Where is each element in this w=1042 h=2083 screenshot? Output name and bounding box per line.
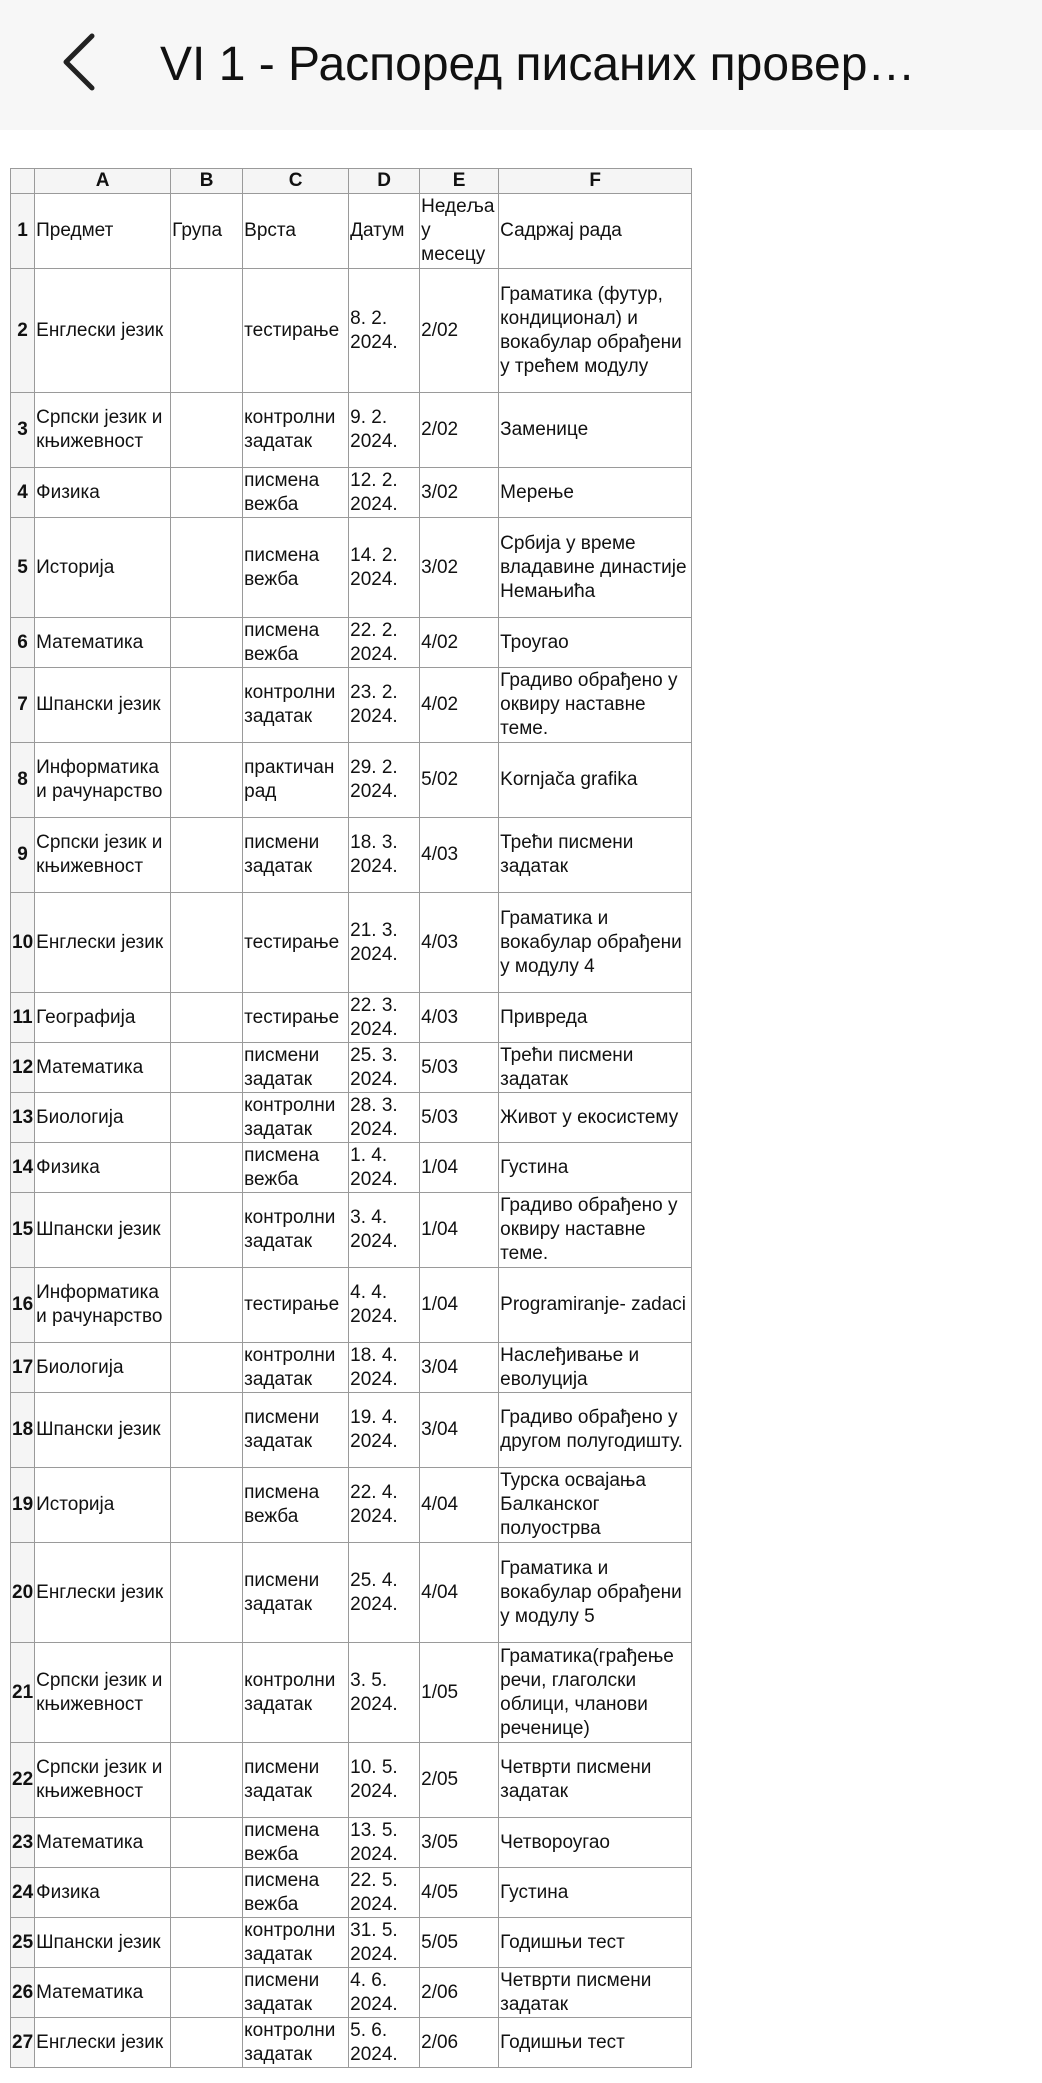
cell-group[interactable] <box>171 818 243 893</box>
row-header[interactable]: 17 <box>11 1343 35 1393</box>
back-button[interactable] <box>38 22 118 102</box>
cell-subject[interactable]: Биологија <box>35 1093 171 1143</box>
cell-date[interactable]: 25. 3. 2024. <box>349 1043 420 1093</box>
cell-content[interactable]: Наслеђивање и еволуција <box>499 1343 692 1393</box>
cell-subject[interactable]: Математика <box>35 618 171 668</box>
row-header[interactable]: 5 <box>11 518 35 618</box>
cell-type[interactable]: писмена вежба <box>243 468 349 518</box>
table-row <box>11 393 692 468</box>
cell-subject[interactable]: Физика <box>35 468 171 518</box>
cell-group[interactable] <box>171 1543 243 1643</box>
row-header[interactable]: 15 <box>11 1193 35 1268</box>
cell-type[interactable]: контролни задатак <box>243 1093 349 1143</box>
cell-content[interactable]: Заменице <box>499 393 692 468</box>
cell-group[interactable] <box>171 1343 243 1393</box>
cell-week[interactable]: 3/02 <box>420 518 499 618</box>
cell-week[interactable]: 4/02 <box>420 618 499 668</box>
row-header[interactable]: 14 <box>11 1143 35 1193</box>
cell-content[interactable]: Четвороугао <box>499 1818 692 1868</box>
cell-date[interactable]: 3. 4. 2024. <box>349 1193 420 1268</box>
cell-type[interactable]: контролни задатак <box>243 1918 349 1968</box>
cell-content[interactable]: Годишњи тест <box>499 1918 692 1968</box>
cell-subject[interactable]: Биологија <box>35 1343 171 1393</box>
cell-content[interactable]: Привреда <box>499 993 692 1043</box>
cell-date[interactable]: 18. 3. 2024. <box>349 818 420 893</box>
cell-week[interactable]: 3/02 <box>420 468 499 518</box>
cell-group[interactable] <box>171 1743 243 1818</box>
cell-week[interactable]: 2/02 <box>420 393 499 468</box>
cell-type[interactable]: писмена вежба <box>243 1143 349 1193</box>
cell-date[interactable]: 28. 3. 2024. <box>349 1093 420 1143</box>
cell-content[interactable]: Четврти писмени задатак <box>499 1968 692 2018</box>
cell-date[interactable]: 21. 3. 2024. <box>349 893 420 993</box>
cell-content[interactable]: Градиво обрађено у другом полугодишту. <box>499 1393 692 1468</box>
cell-group[interactable] <box>171 1268 243 1343</box>
row-header[interactable]: 1 <box>11 194 35 269</box>
row-header[interactable]: 3 <box>11 393 35 468</box>
cell-date[interactable]: 22. 3. 2024. <box>349 993 420 1043</box>
row-header[interactable]: 9 <box>11 818 35 893</box>
column-header-d[interactable]: D <box>349 169 420 194</box>
cell-date[interactable]: 23. 2. 2024. <box>349 668 420 743</box>
cell-type[interactable]: тестирање <box>243 893 349 993</box>
cell-group[interactable] <box>171 668 243 743</box>
cell-group[interactable] <box>171 518 243 618</box>
cell-type[interactable]: писмена вежба <box>243 1818 349 1868</box>
cell-type[interactable]: писмени задатак <box>243 1043 349 1093</box>
cell-content[interactable]: Густина <box>499 1868 692 1918</box>
cell-type[interactable]: контролни задатак <box>243 1343 349 1393</box>
table-row <box>11 1468 692 1543</box>
table-row <box>11 1043 692 1093</box>
cell-type[interactable]: писмени задатак <box>243 1968 349 2018</box>
cell-date[interactable]: 13. 5. 2024. <box>349 1818 420 1868</box>
cell-content[interactable]: Programiranje- zadaci <box>499 1268 692 1343</box>
cell-week[interactable]: 5/02 <box>420 743 499 818</box>
cell-subject[interactable]: Српски језик и књижевност <box>35 818 171 893</box>
table-row <box>11 893 692 993</box>
cell-type[interactable]: практичан рад <box>243 743 349 818</box>
cell-content[interactable]: Граматика и вокабулар обрађени у модулу 4 <box>499 893 692 993</box>
cell-type[interactable]: тестирање <box>243 269 349 393</box>
cell-type[interactable]: писмени задатак <box>243 818 349 893</box>
column-header-row <box>11 169 692 194</box>
column-header-a[interactable]: A <box>35 169 171 194</box>
cell-week[interactable]: 4/03 <box>420 818 499 893</box>
table-row <box>11 194 692 269</box>
row-header[interactable]: 19 <box>11 1468 35 1543</box>
cell-group[interactable] <box>171 1868 243 1918</box>
row-header[interactable]: 18 <box>11 1393 35 1468</box>
row-header[interactable]: 8 <box>11 743 35 818</box>
cell-date[interactable]: Датум <box>349 194 420 269</box>
cell-date[interactable]: 8. 2. 2024. <box>349 269 420 393</box>
table-row <box>11 1393 692 1468</box>
row-header[interactable]: 16 <box>11 1268 35 1343</box>
cell-group[interactable] <box>171 1193 243 1268</box>
cell-group[interactable] <box>171 1143 243 1193</box>
cell-group[interactable] <box>171 393 243 468</box>
app-header <box>0 0 1042 130</box>
cell-type[interactable]: писмена вежба <box>243 1868 349 1918</box>
cell-content[interactable]: Турска освајања Балканског полуострва <box>499 1468 692 1543</box>
column-header-f[interactable]: F <box>499 169 692 194</box>
row-header[interactable]: 10 <box>11 893 35 993</box>
table-row <box>11 1818 692 1868</box>
cell-week[interactable]: 4/04 <box>420 1468 499 1543</box>
cell-date[interactable]: 22. 4. 2024. <box>349 1468 420 1543</box>
cell-group[interactable] <box>171 468 243 518</box>
table-row <box>11 468 692 518</box>
cell-content[interactable]: Мерење <box>499 468 692 518</box>
cell-type[interactable]: писмена вежба <box>243 1468 349 1543</box>
cell-group[interactable]: Група <box>171 194 243 269</box>
cell-week[interactable]: 1/04 <box>420 1268 499 1343</box>
cell-content[interactable]: Градиво обрађено у оквиру наставне теме. <box>499 1193 692 1268</box>
cell-type[interactable]: контролни задатак <box>243 393 349 468</box>
cell-content[interactable]: Kornjača grafika <box>499 743 692 818</box>
cell-content[interactable]: Четврти писмени задатак <box>499 1743 692 1818</box>
cell-week[interactable]: 1/04 <box>420 1143 499 1193</box>
cell-group[interactable] <box>171 1968 243 2018</box>
cell-content[interactable]: Градиво обрађено у оквиру наставне теме. <box>499 668 692 743</box>
cell-subject[interactable]: Информатика и рачунарство <box>35 743 171 818</box>
cell-content[interactable]: Трећи писмени задатак <box>499 818 692 893</box>
row-header[interactable]: 7 <box>11 668 35 743</box>
row-header[interactable]: 24 <box>11 1868 35 1918</box>
cell-content[interactable]: Троугао <box>499 618 692 668</box>
row-header[interactable]: 23 <box>11 1818 35 1868</box>
cell-group[interactable] <box>171 1643 243 1743</box>
row-header[interactable]: 21 <box>11 1643 35 1743</box>
cell-date[interactable]: 18. 4. 2024. <box>349 1343 420 1393</box>
cell-date[interactable]: 10. 5. 2024. <box>349 1743 420 1818</box>
table-row <box>11 1268 692 1343</box>
cell-subject[interactable]: Енглески језик <box>35 2018 171 2068</box>
cell-week[interactable]: 1/04 <box>420 1193 499 1268</box>
cell-group[interactable] <box>171 993 243 1043</box>
cell-type[interactable]: тестирање <box>243 1268 349 1343</box>
cell-content[interactable]: Густина <box>499 1143 692 1193</box>
chevron-left-icon <box>58 30 98 94</box>
cell-subject[interactable]: Информатика и рачунарство <box>35 1268 171 1343</box>
cell-content[interactable]: Граматика(грађење речи, глаголски облици, чланови реченице) <box>499 1643 692 1743</box>
row-header[interactable]: 12 <box>11 1043 35 1093</box>
cell-week[interactable]: 5/03 <box>420 1093 499 1143</box>
row-header[interactable]: 22 <box>11 1743 35 1818</box>
cell-week[interactable]: 5/03 <box>420 1043 499 1093</box>
cell-group[interactable] <box>171 1818 243 1868</box>
cell-subject[interactable]: Енглески језик <box>35 269 171 393</box>
cell-week[interactable]: 3/04 <box>420 1343 499 1393</box>
cell-week[interactable]: 3/04 <box>420 1393 499 1468</box>
cell-subject[interactable]: Српски језик и књижевност <box>35 1743 171 1818</box>
cell-subject[interactable]: Физика <box>35 1868 171 1918</box>
cell-subject[interactable]: Шпански језик <box>35 1393 171 1468</box>
cell-week[interactable]: 2/02 <box>420 269 499 393</box>
row-header[interactable]: 2 <box>11 269 35 393</box>
cell-date[interactable]: 4. 4. 2024. <box>349 1268 420 1343</box>
cell-type[interactable]: контролни задатак <box>243 1193 349 1268</box>
cell-week[interactable]: Недеља у месецу <box>420 194 499 269</box>
cell-date[interactable]: 4. 6. 2024. <box>349 1968 420 2018</box>
cell-subject[interactable]: Енглески језик <box>35 1543 171 1643</box>
cell-subject[interactable]: Географија <box>35 993 171 1043</box>
table-row <box>11 1143 692 1193</box>
row-header[interactable]: 13 <box>11 1093 35 1143</box>
row-header[interactable]: 27 <box>11 2018 35 2068</box>
cell-group[interactable] <box>171 269 243 393</box>
cell-group[interactable] <box>171 1468 243 1543</box>
cell-date[interactable]: 25. 4. 2024. <box>349 1543 420 1643</box>
cell-subject[interactable]: Историја <box>35 518 171 618</box>
spreadsheet-table <box>10 168 692 2068</box>
cell-group[interactable] <box>171 618 243 668</box>
cell-type[interactable]: писмена вежба <box>243 518 349 618</box>
cell-subject[interactable]: Математика <box>35 1043 171 1093</box>
cell-subject[interactable]: Шпански језик <box>35 1193 171 1268</box>
cell-week[interactable]: 1/05 <box>420 1643 499 1743</box>
cell-content[interactable]: Садржај рада <box>499 194 692 269</box>
cell-week[interactable]: 2/06 <box>420 1968 499 2018</box>
cell-date[interactable]: 19. 4. 2024. <box>349 1393 420 1468</box>
cell-group[interactable] <box>171 743 243 818</box>
cell-subject[interactable]: Предмет <box>35 194 171 269</box>
cell-content[interactable]: Граматика (футур, кондиционал) и вокабулар обрађени у трећем модулу <box>499 269 692 393</box>
cell-date[interactable]: 3. 5. 2024. <box>349 1643 420 1743</box>
corner-cell[interactable] <box>11 169 35 194</box>
table-row <box>11 618 692 668</box>
cell-type[interactable]: писмена вежба <box>243 618 349 668</box>
cell-date[interactable]: 5. 6. 2024. <box>349 2018 420 2068</box>
cell-subject[interactable]: Шпански језик <box>35 1918 171 1968</box>
row-header[interactable]: 20 <box>11 1543 35 1643</box>
cell-subject[interactable]: Физика <box>35 1143 171 1193</box>
cell-content[interactable]: Граматика и вокабулар обрађени у модулу 5 <box>499 1543 692 1643</box>
cell-group[interactable] <box>171 1393 243 1468</box>
cell-subject[interactable]: Математика <box>35 1968 171 2018</box>
table-row <box>11 1093 692 1143</box>
cell-week[interactable]: 4/03 <box>420 993 499 1043</box>
cell-content[interactable]: Живот у екосистему <box>499 1093 692 1143</box>
cell-date[interactable]: 9. 2. 2024. <box>349 393 420 468</box>
table-row <box>11 1868 692 1918</box>
cell-date[interactable]: 1. 4. 2024. <box>349 1143 420 1193</box>
cell-week[interactable]: 2/05 <box>420 1743 499 1818</box>
cell-type[interactable]: писмени задатак <box>243 1743 349 1818</box>
table-row <box>11 993 692 1043</box>
cell-date[interactable]: 29. 2. 2024. <box>349 743 420 818</box>
cell-type[interactable]: контролни задатак <box>243 2018 349 2068</box>
row-header[interactable]: 25 <box>11 1918 35 1968</box>
cell-week[interactable]: 4/02 <box>420 668 499 743</box>
table-row <box>11 1743 692 1818</box>
cell-subject[interactable]: Енглески језик <box>35 893 171 993</box>
table-row <box>11 1193 692 1268</box>
row-header[interactable]: 4 <box>11 468 35 518</box>
cell-date[interactable]: 22. 2. 2024. <box>349 618 420 668</box>
cell-week[interactable]: 4/05 <box>420 1868 499 1918</box>
document-title: VI 1 - Распоред писаних провер… <box>160 38 916 91</box>
table-row <box>11 668 692 743</box>
cell-week[interactable]: 4/03 <box>420 893 499 993</box>
table-row <box>11 743 692 818</box>
cell-week[interactable]: 3/05 <box>420 1818 499 1868</box>
cell-subject[interactable]: Математика <box>35 1818 171 1868</box>
cell-type[interactable]: контролни задатак <box>243 1643 349 1743</box>
cell-week[interactable]: 4/04 <box>420 1543 499 1643</box>
cell-date[interactable]: 31. 5. 2024. <box>349 1918 420 1968</box>
cell-group[interactable] <box>171 1093 243 1143</box>
cell-type[interactable]: Врста <box>243 194 349 269</box>
cell-subject[interactable]: Историја <box>35 1468 171 1543</box>
table-row <box>11 1343 692 1393</box>
cell-content[interactable]: Годишњи тест <box>499 2018 692 2068</box>
cell-subject[interactable]: Српски језик и књижевност <box>35 1643 171 1743</box>
row-header[interactable]: 6 <box>11 618 35 668</box>
cell-subject[interactable]: Српски језик и књижевност <box>35 393 171 468</box>
cell-type[interactable]: контролни задатак <box>243 668 349 743</box>
column-header-b[interactable]: B <box>171 169 243 194</box>
cell-type[interactable]: тестирање <box>243 993 349 1043</box>
table-row <box>11 269 692 393</box>
row-header[interactable]: 11 <box>11 993 35 1043</box>
table-row <box>11 1968 692 2018</box>
table-row <box>11 518 692 618</box>
cell-group[interactable] <box>171 1918 243 1968</box>
cell-week[interactable]: 5/05 <box>420 1918 499 1968</box>
cell-date[interactable]: 12. 2. 2024. <box>349 468 420 518</box>
cell-date[interactable]: 14. 2. 2024. <box>349 518 420 618</box>
row-header[interactable]: 26 <box>11 1968 35 2018</box>
cell-type[interactable]: писмени задатак <box>243 1543 349 1643</box>
cell-content[interactable]: Трећи писмени задатак <box>499 1043 692 1093</box>
cell-type[interactable]: писмени задатак <box>243 1393 349 1468</box>
cell-group[interactable] <box>171 1043 243 1093</box>
table-row <box>11 1643 692 1743</box>
table-row <box>11 818 692 893</box>
table-row <box>11 1918 692 1968</box>
column-header-e[interactable]: E <box>420 169 499 194</box>
cell-group[interactable] <box>171 2018 243 2068</box>
cell-subject[interactable]: Шпански језик <box>35 668 171 743</box>
table-row <box>11 2018 692 2068</box>
column-header-c[interactable]: C <box>243 169 349 194</box>
table-row <box>11 1543 692 1643</box>
cell-group[interactable] <box>171 893 243 993</box>
cell-week[interactable]: 2/06 <box>420 2018 499 2068</box>
cell-date[interactable]: 22. 5. 2024. <box>349 1868 420 1918</box>
cell-content[interactable]: Србија у време владавине династије Немањића <box>499 518 692 618</box>
